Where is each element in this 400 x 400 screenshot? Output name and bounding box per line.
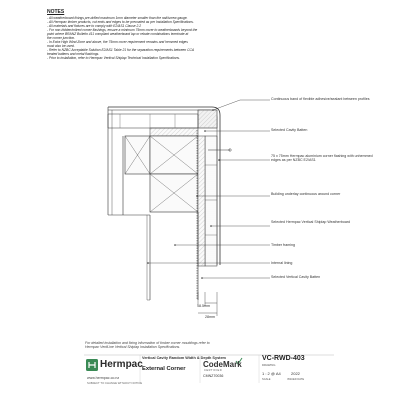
codemark-logo: CodeMark xyxy=(203,360,242,369)
detail-title: External Corner xyxy=(142,366,186,372)
subject-notice: SUBJECT TO CHANGE WITHOUT NOTICE xyxy=(87,381,143,385)
issued-date-label: ISSUED DATE xyxy=(287,378,305,381)
weatherboard-top xyxy=(108,114,198,128)
corner-moulding-hatch xyxy=(198,110,217,128)
footnote-line: For detailed installation and fixing information of timber corner mouldings refer to xyxy=(85,341,210,345)
note-item: - All Hermpac timber products, cut ends and edges to be precoated as per Installation Specifications. xyxy=(47,20,194,24)
callout-cavity-batten: Selected Cavity Batten xyxy=(271,128,308,132)
footnote-line: Hermpac VertiLine Vertical Shiplap Installation Specifications. xyxy=(85,345,181,350)
callout-vertical-cavity-batten: Selected Vertical Cavity Batten xyxy=(271,275,321,279)
note-item: must also be used. xyxy=(47,44,75,48)
callout-weatherboard: Selected Hermpac Vertical Shiplap Weatherboard xyxy=(271,220,351,224)
note-item: - In Extra High Wind Zone and above, the 75mm cover requirement remains and hemmed edges xyxy=(47,40,188,44)
hermpac-logo-icon xyxy=(86,359,98,371)
callout-building-underlay: Building underlay continuous around corner xyxy=(271,192,341,196)
leader-1 xyxy=(213,100,270,110)
cavity-batten-top-hatch xyxy=(150,128,198,136)
note-item: - All weatherboard fixings pre-drilled maximum 1mm diameter smaller than the nail/screw gauge. xyxy=(47,16,188,20)
system-name: Vertical Cavity Random Width & Depth System xyxy=(142,356,226,360)
note-item: point where BRANZ Bulletin 411 compliant weatherboard lap or rebate combinations terminate at xyxy=(47,32,189,36)
scale-value: 1 : 2 @ A4 xyxy=(262,371,281,376)
notes-title: NOTES xyxy=(47,9,65,15)
note-item: the corner junction. xyxy=(47,36,76,40)
callout-sealant: Continuous band of flexible adhesive/sealant between profiles xyxy=(271,97,370,101)
issued-date: 2022 xyxy=(291,371,300,376)
note-item: - Prior to installation, refer to Hermpac Vertical Shiplap Technical Installation Specifications. xyxy=(47,56,180,60)
drawing-label: DRAWING xyxy=(262,363,276,367)
cert-number: CMNZ70036 xyxy=(203,374,224,378)
footnote xyxy=(85,341,210,350)
note-item: treated battens and metal flashings. xyxy=(47,52,100,56)
note-item: - For non-hidden/mitred corner flashings, ensure a minimum 75mm cover to weatherboards beyond the xyxy=(47,28,198,32)
note-item: - Refer to NZBC Acceptable Solution E2/AS1 Table 21 for the separation requirements between CCA xyxy=(47,48,195,52)
codemark-subtitle: CERTIFIED xyxy=(204,369,223,372)
dimension-outer-label: 28mm xyxy=(205,315,215,319)
scale-label: SCALE xyxy=(262,378,271,381)
website-link[interactable]: www.hermpac.co.nz xyxy=(87,376,120,380)
brand-name: Hermpac xyxy=(100,359,143,370)
weatherboard-vertical xyxy=(205,136,217,266)
note-item: - All materials and fixtures are to comply with E2/AS1 Clause 2.2 xyxy=(47,24,142,28)
callout-internal-lining: Internal lining xyxy=(271,261,293,265)
drawing-number: VC-RWD-403 xyxy=(262,355,305,362)
dimension-inner-label: 18.5mm xyxy=(197,304,210,308)
callout-timber-framing: Timber framing xyxy=(271,243,296,247)
callout-corner-flashing: 75 x 75mm Hermpac aluminium corner flashing with unhemmed edges as per NZBC E2/AS1 xyxy=(271,154,373,163)
